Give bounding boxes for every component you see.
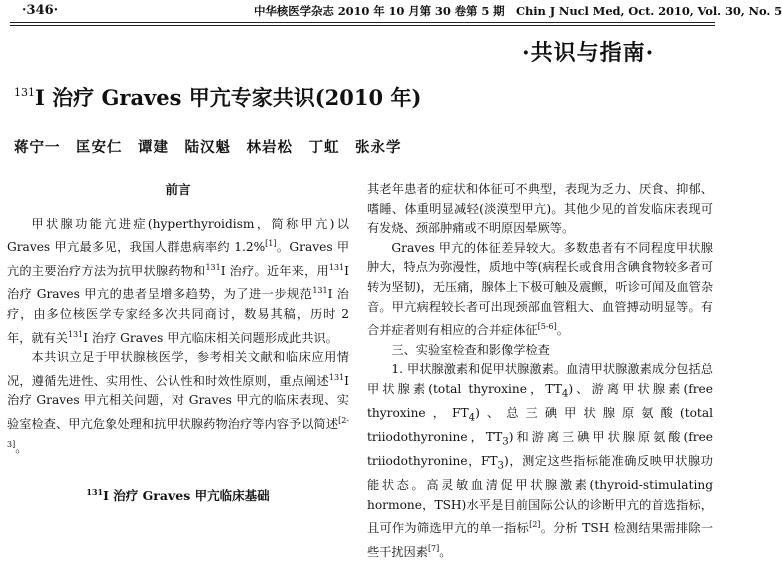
section-tag: ·共识与指南·	[522, 40, 655, 66]
body-paragraph-thyroid-hormones: 1. 甲状腺激素和促甲状腺激素。血清甲状腺激素成分包括总甲状腺素(total thyroxine，$TT_4$)、游离甲状腺素(free thyroxine，$FT_4$)、总三碘甲状腺原氨酸(total triiodothyronine，$TT_3$)和游离三碘甲状腺原氨酸(free triiodothyronine，$FT_3$)，测定这些指标能准确反映甲状腺功能状态。高灵敏血清促甲状腺激素(thyroid-stimulating hormone，TSH)水平是目前国际公认的诊断甲亢的首选指标，且可作为筛选甲亢的单一指标[2]。分析 TSH 检测结果需排除一些干扰因素[7]。	[367, 362, 714, 559]
body-paragraph-signs: Graves 甲亢的体征差异较大。多数患者有不同程度甲状腺肿大，特点为弥漫性，质地中等(病程长或食用含碘食物较多者可转为坚韧)，无压痛，腺体上下极可触及震颤，听诊可闻及血管杂音。甲亢病程较长者可出现颈部血管粗大、血管搏动明显等。有合并症者则有相应的合并症体征[5-6]。	[367, 240, 714, 338]
title-isotope: 131	[14, 86, 35, 99]
right-column	[367, 180, 713, 562]
left-column	[7, 180, 349, 506]
citation: [2-3]	[7, 415, 349, 449]
citation: [5-6]	[537, 322, 557, 332]
preface-paragraph-1: 甲状腺功能亢进症(hyperthyroidism，简称甲亢)以 Graves 甲亢最多见，我国人群患病率约 1.2%[1]。Graves 甲亢的主要治疗方法为抗甲状腺药物和$^{131}$I 治疗。近年来，用$^{131}$I 治疗 Graves 甲亢的患者呈增多趋势，为了进一步规范$^{131}$I 治疗，由多位核医学专家经多次共同商讨，数易其稿，历时 2 年，就有关$^{131}$I 治疗 Graves 甲亢临床相关问题形成此共识。	[7, 216, 350, 345]
author-list: 蒋宁一 匡安仁 谭建 陆汉魁 林岩松 丁虹 张永学	[14, 139, 402, 156]
citation: [1]	[265, 239, 277, 249]
section-heading-preface: 前言	[165, 182, 191, 197]
citation: [2]	[529, 520, 541, 530]
section-heading-clinical-basis: $^{131}$I 治疗 Graves 甲亢临床基础	[86, 487, 270, 504]
running-head: 中华核医学杂志 2010 年 10 月第 30 卷第 5 期 Chin J Nucl Med, Oct. 2010, Vol. 30, No. 5	[254, 4, 782, 18]
citation: [7]	[427, 543, 440, 553]
header-rule	[10, 22, 715, 23]
preface-paragraph-2: 本共识立足于甲状腺核医学，参考相关文献和临床应用情况，遵循先进性、实用性、公认性和时效性原则，重点阐述$^{131}$I 治疗 Graves 甲亢相关问题，对 Graves 甲亢的临床表现、实验室检查、甲亢危象处理和抗甲状腺药物治疗等内容予以简述[2-3]。	[7, 350, 349, 455]
title-text: I 治疗 Graves 甲亢专家共识(2010 年)	[35, 85, 422, 110]
header-rule-thin	[10, 25, 715, 26]
body-paragraph-continued: 其老年患者的症状和体征可不典型，表现为乏力、厌食、抑郁、嗜睡、体重明显减轻(淡漠型甲亢)。其他少见的首发临床表现可有发烧、颈部肿痛或不明原因晕厥等。	[367, 182, 713, 236]
section-heading-lab-tests: 三、实验室检查和影像学检查	[391, 342, 550, 357]
page-number: ·346·	[22, 3, 59, 18]
article-title	[14, 82, 421, 112]
